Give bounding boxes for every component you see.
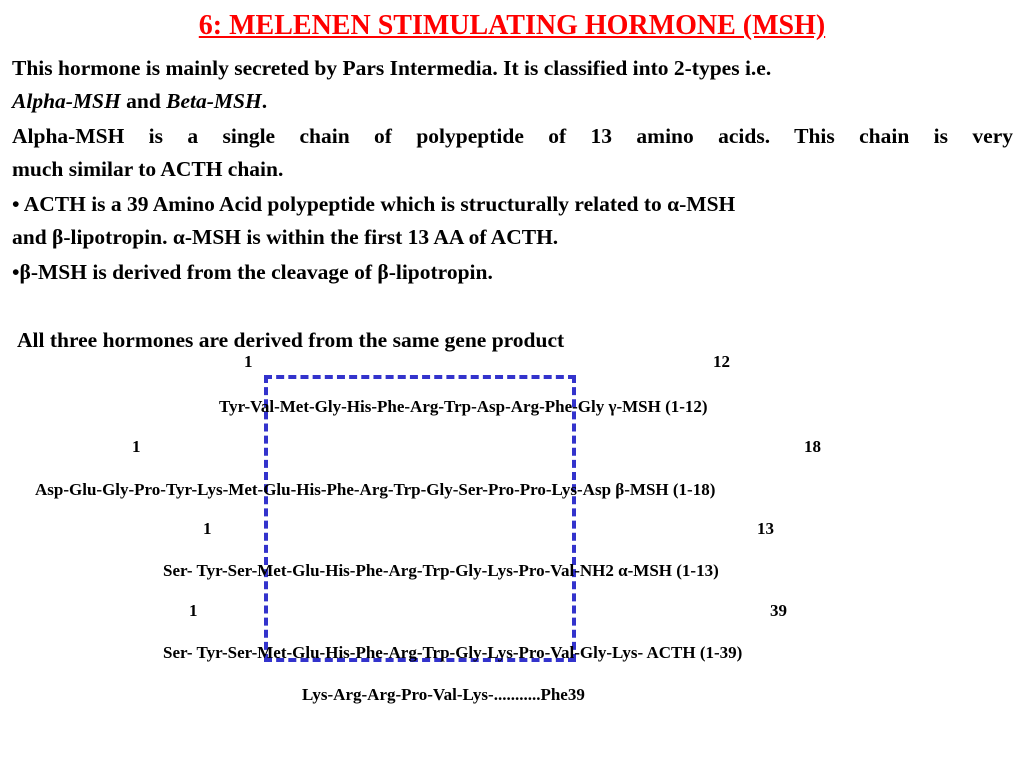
alpha-msh-sequence: Ser- Tyr-Ser-Met-Glu-His-Phe-Arg-Trp-Gly-Lys-Pro-Val-NH2 α-MSH (1-13)	[163, 561, 719, 580]
intro-line-2	[12, 85, 1013, 118]
alpha-paragraph	[12, 120, 1013, 186]
intro-paragraph	[12, 52, 1013, 118]
beta-bullet	[12, 256, 1013, 289]
alpha-start-number: 1	[203, 519, 212, 538]
conserved-region-box	[264, 375, 576, 662]
and-word: and	[120, 89, 167, 113]
alpha-line-2: much similar to ACTH chain.	[12, 157, 284, 181]
intro-line-1: This hormone is mainly secreted by Pars Intermedia. It is classified into 2-types i.e.	[12, 56, 772, 80]
slide-title: 6: MELENEN STIMULATING HORMONE (MSH)	[198, 10, 826, 41]
acth-start-number: 1	[189, 601, 198, 620]
summary-line	[17, 324, 1018, 357]
alpha-msh-term: Alpha-MSH	[12, 89, 121, 113]
beta-msh-sequence: Asp-Glu-Gly-Pro-Tyr-Lys-Met-Glu-His-Phe-Arg-Trp-Gly-Ser-Pro-Pro-Lys-Asp β-MSH (1-18)	[35, 480, 716, 499]
summary-text: All three hormones are derived from the same gene product	[17, 328, 565, 352]
acth-sequence: Ser- Tyr-Ser-Met-Glu-His-Phe-Arg-Trp-Gly-Lys-Pro-Val-Gly-Lys- ACTH (1-39)	[163, 643, 743, 662]
beta-msh-term: Beta-MSH	[166, 89, 262, 113]
acth-bullet-line-2: and β-lipotropin. α-MSH is within the first 13 AA of ACTH.	[12, 225, 559, 249]
beta-bullet-line: •β-MSH is derived from the cleavage of β-lipotropin.	[12, 260, 493, 284]
acth-bullet	[12, 188, 1013, 254]
beta-end-number: 18	[804, 437, 821, 456]
beta-start-number: 1	[132, 437, 141, 456]
acth-end-number: 39	[770, 601, 787, 620]
acth-bullet-line-1: • ACTH is a 39 Amino Acid polypeptide which is structurally related to α-MSH	[12, 192, 736, 216]
intro-period: .	[261, 89, 268, 113]
acth-continuation: Lys-Arg-Arg-Pro-Val-Lys-...........Phe39	[302, 685, 585, 704]
alpha-end-number: 13	[757, 519, 774, 538]
gamma-start-number: 1	[244, 352, 253, 371]
gamma-end-number: 12	[713, 352, 730, 371]
alpha-line-1: Alpha-MSH is a single chain of polypeptide of 13 amino acids. This chain is very	[12, 124, 1013, 148]
gamma-msh-sequence: Tyr-Val-Met-Gly-His-Phe-Arg-Trp-Asp-Arg-Phe-Gly γ-MSH (1-12)	[219, 397, 708, 416]
